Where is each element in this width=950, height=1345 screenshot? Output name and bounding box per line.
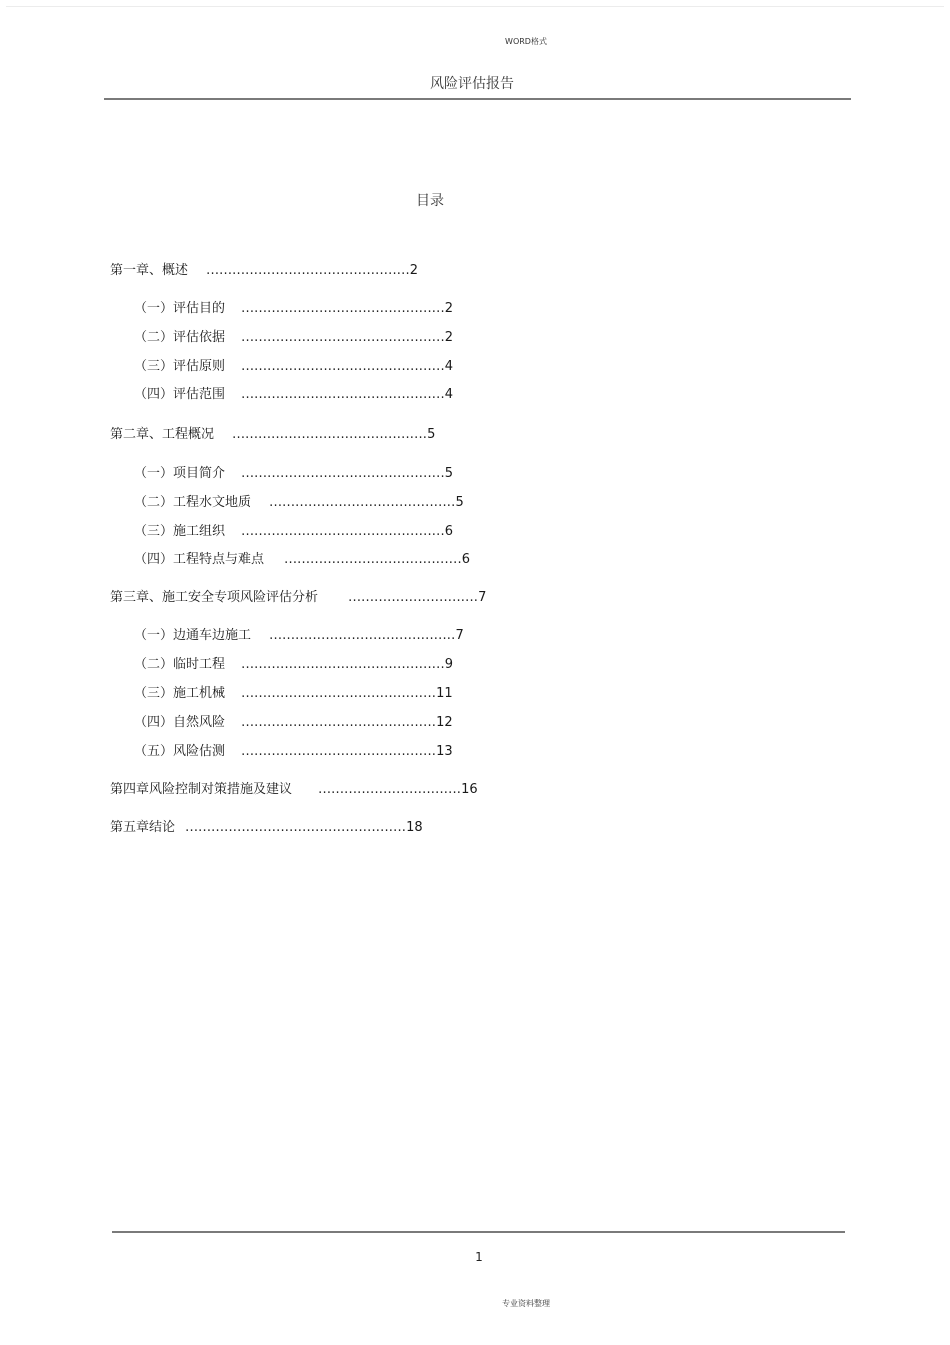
- toc-title: 目录: [416, 193, 444, 209]
- toc-entry-label: 第三章、施工安全专项风险评估分析: [110, 590, 319, 605]
- toc-entry-page: 18: [406, 820, 423, 835]
- toc-entry-page: 5: [455, 495, 464, 510]
- header-title: 风险评估报告: [430, 76, 514, 92]
- toc-entry-2-2[interactable]: [134, 494, 464, 512]
- toc-entry-label: （四）自然风险: [134, 715, 226, 730]
- toc-entry-page: 6: [444, 524, 454, 539]
- toc-entry-leader: ...............................................: [241, 359, 445, 374]
- toc-entry-2-4[interactable]: [134, 551, 470, 569]
- toc-entry-chapter-3[interactable]: [110, 589, 486, 607]
- toc-entry-leader: .........................................: [284, 552, 462, 567]
- toc-entry-leader: ...............................................: [241, 387, 445, 402]
- toc-entry-3-1[interactable]: [134, 627, 464, 645]
- toc-entry-label: 第四章风险控制对策措施及建议: [110, 782, 293, 797]
- toc-entry-page: 5: [444, 466, 454, 481]
- toc-entry-2-3[interactable]: [134, 523, 453, 541]
- toc-entry-page: 4: [444, 359, 454, 374]
- toc-entry-leader: ...........................................: [269, 628, 456, 643]
- toc-entry-leader: ...............................................: [241, 330, 445, 345]
- toc-entry-leader: ...............................................: [241, 657, 445, 672]
- toc-entry-page: 12: [436, 715, 453, 730]
- toc-entry-page: 6: [461, 552, 471, 567]
- toc-entry-chapter-1[interactable]: [110, 262, 418, 280]
- toc-entry-leader: ..............................: [348, 590, 479, 605]
- toc-entry-page: 4: [444, 387, 454, 402]
- toc-entry-label: 第五章结论: [110, 820, 176, 835]
- toc-entry-page: 13: [436, 744, 453, 759]
- toc-entry-1-4[interactable]: [134, 386, 453, 404]
- header-rule: [104, 98, 851, 100]
- toc-entry-3-4[interactable]: [134, 714, 453, 732]
- toc-entry-label: （一）项目简介: [134, 466, 226, 481]
- top-note: WORD格式: [505, 37, 547, 46]
- toc-entry-3-2[interactable]: [134, 656, 453, 674]
- toc-entry-leader: .............................................: [241, 686, 437, 701]
- toc-entry-label: （四）评估范围: [134, 387, 226, 402]
- toc-entry-leader: .............................................: [232, 427, 428, 442]
- toc-entry-page: 11: [436, 686, 453, 701]
- toc-entry-3-5[interactable]: [134, 743, 453, 761]
- toc-entry-leader: ...................................................: [185, 820, 407, 835]
- toc-entry-page: 5: [427, 427, 436, 442]
- toc-entry-page: 2: [409, 263, 419, 278]
- toc-entry-label: （二）工程水文地质: [134, 495, 252, 510]
- toc-entry-label: （二）评估依据: [134, 330, 226, 345]
- toc-entry-page: 7: [478, 590, 487, 605]
- toc-entry-leader: ...............................................: [206, 263, 410, 278]
- toc-entry-2-1[interactable]: [134, 465, 453, 483]
- page-number: 1: [475, 1250, 483, 1264]
- toc-entry-page: 16: [461, 782, 478, 797]
- toc-entry-page: 2: [444, 301, 454, 316]
- toc-entry-leader: ...........................................: [269, 495, 456, 510]
- toc-entry-label: （四）工程特点与难点: [134, 552, 265, 567]
- toc-entry-3-3[interactable]: [134, 685, 453, 703]
- toc-entry-chapter-2[interactable]: [110, 426, 435, 444]
- toc-entry-chapter-5[interactable]: [110, 819, 423, 837]
- toc-entry-leader: ...............................................: [241, 524, 445, 539]
- toc-entry-label: （一）边通车边施工: [134, 628, 252, 643]
- toc-entry-1-2[interactable]: [134, 329, 453, 347]
- toc-entry-label: （三）施工机械: [134, 686, 226, 701]
- toc-entry-label: 第二章、工程概况: [110, 427, 215, 442]
- toc-entry-1-1[interactable]: [134, 300, 453, 318]
- toc-entry-leader: .................................: [318, 782, 462, 797]
- toc-entry-label: （五）风险估测: [134, 744, 226, 759]
- footer-rule: [112, 1231, 845, 1233]
- toc-entry-label: 第一章、概述: [110, 263, 189, 278]
- toc-entry-label: （二）临时工程: [134, 657, 226, 672]
- toc-entry-chapter-4[interactable]: [110, 781, 478, 799]
- toc-entry-1-3[interactable]: [134, 358, 453, 376]
- toc-entry-label: （一）评估目的: [134, 301, 226, 316]
- toc-entry-leader: ...............................................: [241, 466, 445, 481]
- toc-entry-page: 2: [444, 330, 454, 345]
- toc-entry-label: （三）施工组织: [134, 524, 226, 539]
- toc-entry-page: 7: [455, 628, 464, 643]
- toc-entry-page: 9: [444, 657, 454, 672]
- toc-entry-leader: .............................................: [241, 715, 437, 730]
- bottom-note: 专业资料整理: [502, 1299, 550, 1308]
- toc-entry-label: （三）评估原则: [134, 359, 226, 374]
- toc-entry-leader: .............................................: [241, 744, 437, 759]
- toc-entry-leader: ...............................................: [241, 301, 445, 316]
